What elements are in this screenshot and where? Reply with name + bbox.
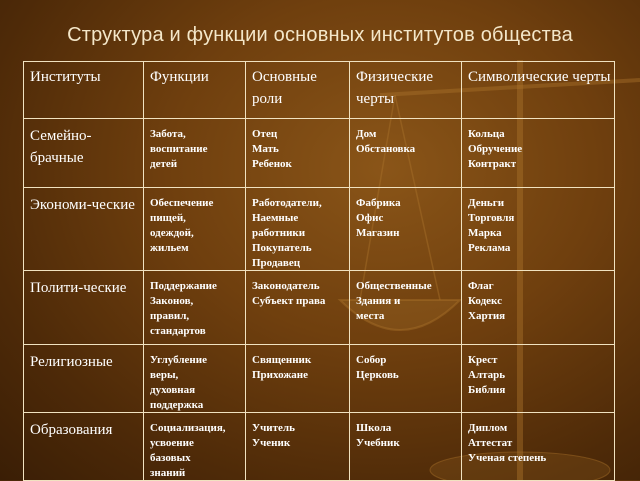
physical-item: Церковь — [356, 369, 399, 381]
symbolic-cell — [462, 119, 615, 188]
institution-name: Образования — [24, 413, 144, 481]
header-symbolic: Символические черты — [462, 62, 615, 119]
roles-cell — [246, 413, 350, 481]
institution-name: Полити-ческие — [24, 271, 144, 345]
symbolic-item: Аттестат — [468, 437, 513, 449]
symbolic-item: Реклама — [468, 242, 511, 254]
physical-item: Дом — [356, 128, 377, 140]
symbolic-item: Флаг — [468, 280, 494, 292]
roles-item: Ученик — [252, 437, 291, 449]
functions-item: духовная — [150, 384, 196, 396]
header-institutions: Институты — [24, 62, 144, 119]
functions-cell — [144, 119, 246, 188]
table-row — [24, 271, 615, 345]
symbolic-item: Торговля — [468, 212, 515, 224]
functions-item: Углубление — [150, 354, 207, 366]
physical-cell — [350, 188, 462, 271]
roles-item: Мать — [252, 143, 279, 155]
roles-item: Законодатель — [252, 280, 320, 292]
physical-item: Школа — [356, 422, 392, 434]
physical-cell — [350, 119, 462, 188]
symbolic-item: Алтарь — [468, 369, 506, 381]
symbolic-item: Библия — [468, 384, 506, 396]
physical-item: Собор — [356, 354, 387, 366]
physical-item: Учебник — [356, 437, 400, 449]
functions-item: Забота, — [150, 128, 186, 140]
roles-cell — [246, 345, 350, 413]
table-row — [24, 413, 615, 481]
header-roles: Основные роли — [246, 62, 350, 119]
symbolic-item: Деньги — [468, 197, 505, 209]
symbolic-item: Обручение — [468, 143, 523, 155]
institutions-table — [23, 61, 615, 481]
functions-item: усвоение — [150, 437, 194, 449]
header-functions: Функции — [144, 62, 246, 119]
functions-cell — [144, 345, 246, 413]
roles-cell — [246, 271, 350, 345]
symbolic-cell — [462, 345, 615, 413]
symbolic-item: Ученая степень — [468, 452, 547, 464]
physical-item: места — [356, 310, 385, 322]
functions-item: одеждой, — [150, 227, 194, 239]
functions-item: поддержка — [150, 399, 204, 411]
institution-name: Экономи-ческие — [24, 188, 144, 271]
roles-item: Покупатель — [252, 242, 312, 254]
symbolic-item: Диплом — [468, 422, 508, 434]
roles-item: Священник — [252, 354, 312, 366]
roles-cell — [246, 119, 350, 188]
functions-item: Законов, — [150, 295, 194, 307]
symbolic-item: Контракт — [468, 158, 517, 170]
roles-cell — [246, 188, 350, 271]
functions-item: жильем — [150, 242, 189, 254]
physical-item: Здания и — [356, 295, 401, 307]
page-title: Структура и функции основных институтов общества — [67, 24, 573, 46]
functions-cell — [144, 413, 246, 481]
functions-cell — [144, 188, 246, 271]
functions-item: Поддержание — [150, 280, 217, 292]
functions-cell — [144, 271, 246, 345]
functions-item: детей — [150, 158, 178, 170]
symbolic-cell — [462, 413, 615, 481]
physical-item: Фабрика — [356, 197, 401, 209]
physical-cell — [350, 271, 462, 345]
functions-item: правил, — [150, 310, 190, 322]
physical-cell — [350, 345, 462, 413]
symbolic-item: Марка — [468, 227, 502, 239]
symbolic-item: Крест — [468, 354, 498, 366]
table-row — [24, 345, 615, 413]
roles-item: Субъект права — [252, 295, 326, 307]
header-physical: Физические черты — [350, 62, 462, 119]
roles-item: Прихожане — [252, 369, 309, 381]
functions-item: стандартов — [150, 325, 206, 337]
roles-item: работники — [252, 227, 306, 239]
physical-cell — [350, 413, 462, 481]
functions-item: знаний — [150, 467, 186, 479]
physical-item: Офис — [356, 212, 384, 224]
functions-item: воспитание — [150, 143, 208, 155]
physical-item: Обстановка — [356, 143, 416, 155]
symbolic-cell — [462, 271, 615, 345]
roles-item: Продавец — [252, 257, 301, 269]
functions-item: веры, — [150, 369, 179, 381]
symbolic-item: Кодекс — [468, 295, 503, 307]
functions-item: Социализация, — [150, 422, 226, 434]
roles-item: Отец — [252, 128, 278, 140]
institution-name: Семейно-брачные — [24, 119, 144, 188]
roles-item: Работодатели, — [252, 197, 322, 209]
functions-item: пищей, — [150, 212, 186, 224]
functions-item: Обеспечение — [150, 197, 214, 209]
functions-item: базовых — [150, 452, 191, 464]
table-row — [24, 188, 615, 271]
physical-item: Магазин — [356, 227, 400, 239]
institution-name: Религиозные — [24, 345, 144, 413]
symbolic-item: Хартия — [468, 310, 506, 322]
physical-item: Общественные — [356, 280, 432, 292]
table-row — [24, 119, 615, 188]
symbolic-item: Кольца — [468, 128, 505, 140]
table-header-row — [24, 62, 615, 119]
roles-item: Наемные — [252, 212, 299, 224]
roles-item: Учитель — [252, 422, 295, 434]
symbolic-cell — [462, 188, 615, 271]
roles-item: Ребенок — [252, 158, 292, 170]
